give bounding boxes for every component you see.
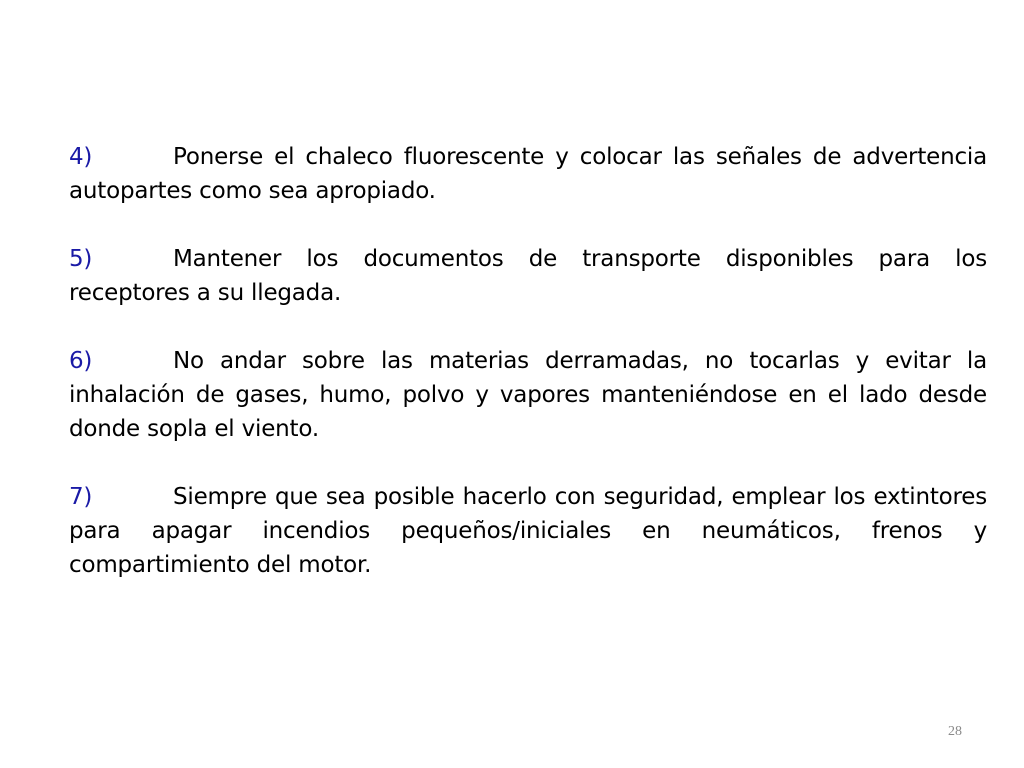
list-item <box>69 480 987 582</box>
item-number: 6) <box>69 348 93 374</box>
page-number: 28 <box>948 724 962 739</box>
list-item <box>69 140 987 208</box>
item-text: Ponerse el chaleco fluorescente y colocar las señales de advertencia autopartes como sea apropiado. <box>69 144 987 204</box>
item-text: No andar sobre las materias derramadas, no tocarlas y evitar la inhalación de gases, humo, polvo y vapores manteniéndose en el lado desde donde sopla el viento. <box>69 348 987 442</box>
instruction-list <box>69 140 987 616</box>
list-item <box>69 344 987 446</box>
list-item <box>69 242 987 310</box>
item-number: 4) <box>69 144 93 170</box>
item-text: Siempre que sea posible hacerlo con seguridad, emplear los extintores para apagar incendios pequeños/iniciales en neumáticos, frenos y compartimiento del motor. <box>69 484 987 578</box>
item-text: Mantener los documentos de transporte disponibles para los receptores a su llegada. <box>69 246 987 306</box>
item-number: 5) <box>69 246 93 272</box>
item-number: 7) <box>69 484 93 510</box>
